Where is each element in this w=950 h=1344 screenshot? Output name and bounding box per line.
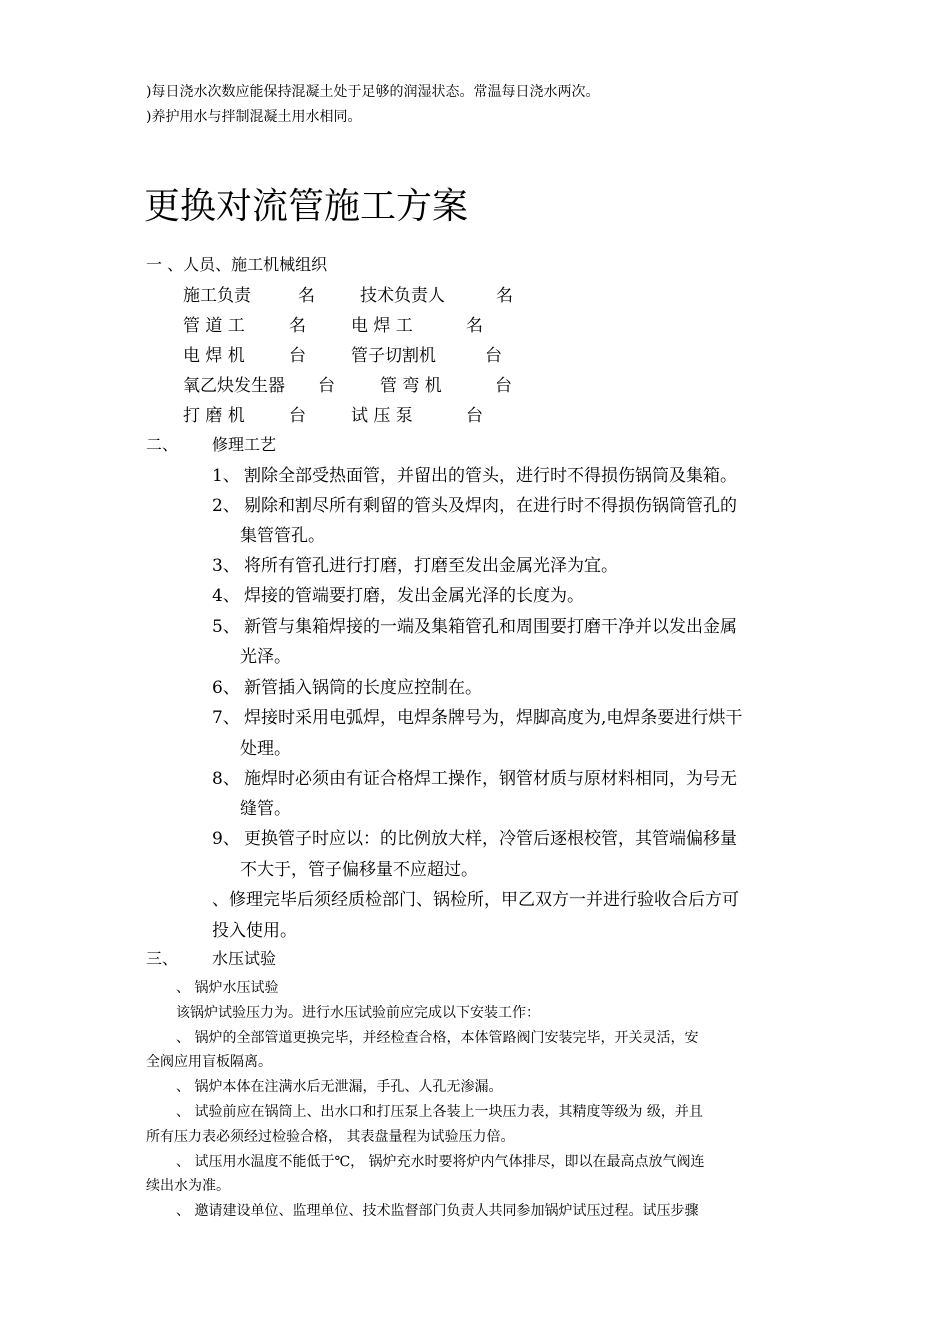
list-item-text-continued: 集管管孔。 bbox=[240, 526, 325, 546]
section-title: 水压试验 bbox=[212, 949, 277, 968]
paragraph-continued: 全阀应用盲板隔离。 bbox=[146, 1054, 272, 1070]
list-item-number: 6、 bbox=[212, 678, 240, 698]
list-item-number: 5、 bbox=[212, 617, 240, 637]
table-cell: 电 焊 机 bbox=[183, 346, 245, 366]
paragraph: 、 试压用水温度不能低于℃， 锅炉充水时要将炉内气体排尽，即以在最高点放气阀连 bbox=[176, 1154, 705, 1170]
list-item-number: 4、 bbox=[212, 586, 240, 606]
table-cell: 管子切割机 bbox=[351, 346, 436, 366]
table-cell: 电 焊 工 bbox=[351, 316, 413, 336]
list-item-number: 3、 bbox=[212, 556, 240, 576]
table-cell: 名 bbox=[466, 316, 483, 336]
list-item-text: 焊接的管端要打磨，发出金属光泽的长度为。 bbox=[244, 586, 584, 606]
subsection-heading: 、 锅炉水压试验 bbox=[176, 980, 279, 996]
page-title: 更换对流管施工方案 bbox=[144, 186, 469, 227]
table-cell: 氧乙炔发生器 bbox=[183, 376, 285, 396]
table-cell: 台 bbox=[466, 406, 483, 426]
list-item-text: 将所有管孔进行打磨，打磨至发出金属光泽为宜。 bbox=[244, 556, 618, 576]
paragraph: 、 锅炉的全部管道更换完毕，并经检查合格，本体管路阀门安装完毕，开关灵活，安 bbox=[176, 1030, 699, 1046]
table-cell: 台 bbox=[289, 346, 306, 366]
table-cell: 台 bbox=[495, 376, 512, 396]
list-item-text-continued: 光泽。 bbox=[240, 647, 291, 667]
table-cell: 管 道 工 bbox=[183, 316, 245, 336]
table-cell: 名 bbox=[298, 286, 315, 306]
table-cell: 台 bbox=[485, 346, 502, 366]
paragraph: 、 试验前应在锅筒上、出水口和打压泵上各装上一块压力表，其精度等级为 级，并且 bbox=[176, 1104, 703, 1120]
list-item-text: 新管与集箱焊接的一端及集箱管孔和周围要打磨干净并以发出金属 bbox=[244, 617, 737, 637]
table-cell: 管 弯 机 bbox=[380, 376, 442, 396]
list-item-text: 更换管子时应以：的比例放大样，冷管后逐根校管，其管端偏移量 bbox=[244, 829, 737, 849]
paragraph: 、 锅炉本体在注满水后无泄漏，手孔、人孔无渗漏。 bbox=[176, 1079, 503, 1095]
table-cell: 名 bbox=[496, 286, 513, 306]
section-1-heading: 一 、人员、施工机械组织 bbox=[146, 255, 328, 274]
paragraph-continued: 续出水为准。 bbox=[146, 1178, 230, 1194]
intro-line-1: )每日浇水次数应能保持混凝土处于足够的润湿状态。常温每日浇水两次。 bbox=[146, 84, 600, 100]
list-item-number: 2、 bbox=[212, 496, 240, 516]
list-item-text: 、修理完毕后须经质检部门、锅检所，甲乙双方一并进行验收合后方可 bbox=[212, 890, 739, 910]
list-item-text-continued: 不大于，管子偏移量不应超过。 bbox=[240, 860, 478, 880]
list-item-text-continued: 处理。 bbox=[240, 739, 291, 759]
list-item-number: 7、 bbox=[212, 708, 240, 728]
list-item-text: 焊接时采用电弧焊，电焊条牌号为，焊脚高度为,电焊条要进行烘干 bbox=[244, 708, 743, 728]
paragraph-continued: 所有压力表必须经过检验合格， 其表盘量程为试验压力倍。 bbox=[146, 1129, 515, 1145]
list-item-number: 9、 bbox=[212, 829, 240, 849]
table-cell: 试 压 泵 bbox=[351, 406, 413, 426]
list-item-text-continued: 投入使用。 bbox=[212, 921, 297, 941]
list-item-text-continued: 缝管。 bbox=[240, 799, 291, 819]
paragraph: 、 邀请建设单位、监理单位、技术监督部门负责人共同参加锅炉试压过程。试压步骤 bbox=[176, 1203, 699, 1219]
table-cell: 技术负责人 bbox=[360, 286, 445, 306]
list-item-text: 施焊时必须由有证合格焊工操作，钢管材质与原材料相同，为号无 bbox=[244, 769, 737, 789]
table-cell: 名 bbox=[289, 316, 306, 336]
section-number: 二、 bbox=[146, 435, 179, 454]
list-item-text: 新管插入锅筒的长度应控制在。 bbox=[244, 678, 482, 698]
table-cell: 施工负责 bbox=[183, 286, 251, 306]
table-cell: 打 磨 机 bbox=[183, 406, 245, 426]
table-cell: 台 bbox=[318, 376, 335, 396]
list-item-number: 8、 bbox=[212, 769, 240, 789]
list-item-number: 1、 bbox=[212, 466, 240, 486]
paragraph: 该锅炉试验压力为。进行水压试验前应完成以下安装工作： bbox=[176, 1005, 540, 1021]
section-number: 三、 bbox=[146, 949, 179, 968]
table-cell: 台 bbox=[289, 406, 306, 426]
list-item-text: 割除全部受热面管，并留出的管头，进行时不得损伤锅筒及集箱。 bbox=[244, 466, 737, 486]
list-item-text: 剔除和割尽所有剩留的管头及焊肉，在进行时不得损伤锅筒管孔的 bbox=[244, 496, 737, 516]
intro-line-2: )养护用水与拌制混凝土用水相同。 bbox=[146, 109, 362, 125]
section-title: 修理工艺 bbox=[212, 435, 277, 454]
